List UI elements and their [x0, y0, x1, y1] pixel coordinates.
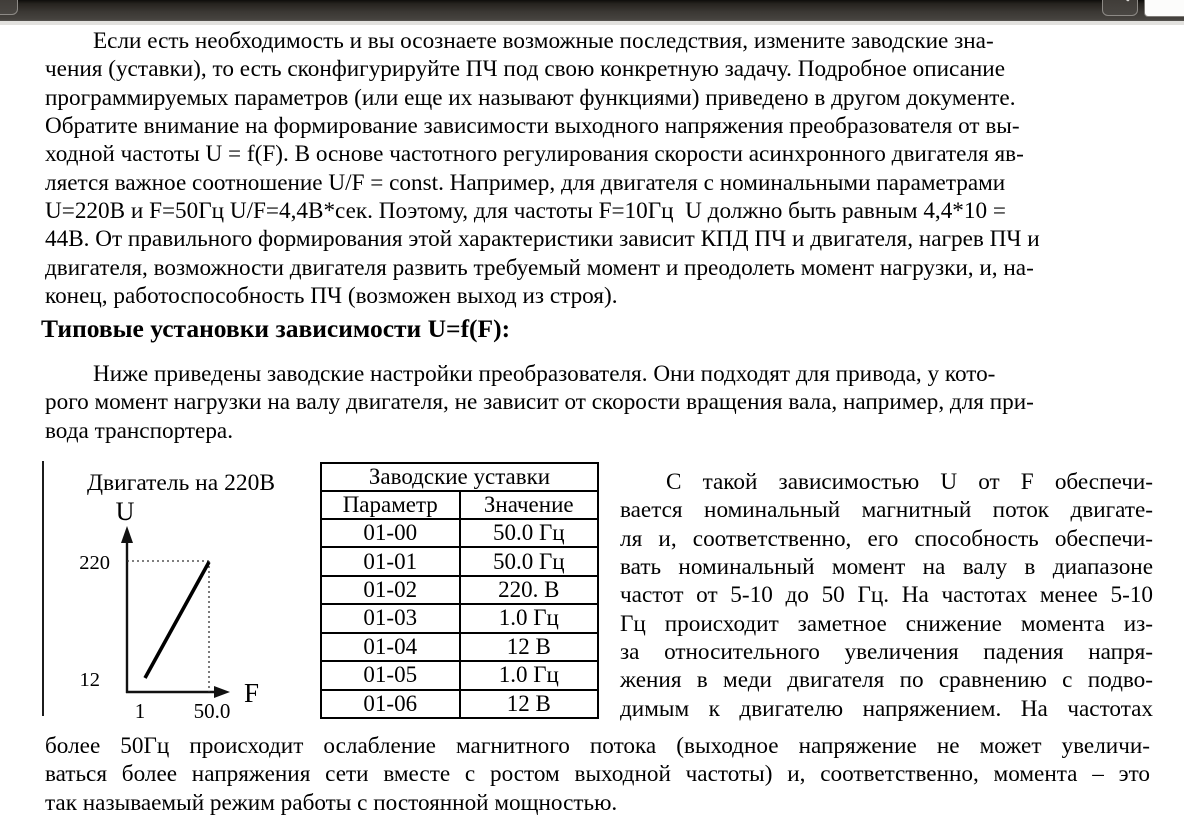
y-axis-label: U: [115, 497, 135, 526]
text-line: U=220В и F=50Гц U/F=4,4В*сек. Поэтому, для частоты F=10Гц U должно быть равным 4,4*10 =: [45, 198, 1006, 225]
y-axis-arrow-icon: [121, 526, 133, 543]
table-cell: 1.0 Гц: [460, 661, 599, 689]
table-cell: 01-06: [321, 690, 460, 718]
uf-characteristic-graph: [40, 450, 320, 735]
table-cell: 01-05: [321, 661, 460, 689]
text-line: чения (уставки), то есть сконфигурируйте ПЧ под свою конкретную задачу. Подробное описание: [45, 56, 1005, 83]
text-line: вать номинальный момент на валу в диапазоне: [620, 554, 1153, 581]
text-line: конец, работоспособность ПЧ (возможен выход из строя).: [45, 283, 618, 310]
text-line: Обратите внимание на формирование зависимости выходного напряжения преобразователя от вы-: [45, 113, 1020, 140]
y-tick-220: 220: [79, 552, 110, 574]
text-line: вода транспортера.: [45, 417, 234, 444]
table-title-row: [321, 463, 598, 491]
search-input[interactable]: [1144, 0, 1184, 17]
x-tick-50: 50.0: [193, 699, 231, 723]
x-axis-label: F: [244, 678, 260, 708]
table-header-row: [321, 491, 598, 519]
table-cell: 12 В: [460, 690, 599, 718]
table-body: [321, 519, 598, 718]
x-axis-arrow-icon: [214, 686, 230, 698]
table-row: [321, 604, 598, 632]
text-line: С такой зависимостью U от F обеспечи-: [666, 469, 1153, 495]
table-head: [321, 463, 598, 519]
table-row: [321, 519, 598, 547]
text-line: Если есть необходимость и вы осознаете возможные последствия, измените заводские зна-: [93, 28, 994, 54]
paragraph-2: [45, 360, 1155, 445]
text-line: димым к двигателю напряжением. На частотах: [620, 695, 1153, 722]
text-line: программируемых параметров (или еще их называют функциями) приведено в другом документе.: [45, 84, 1016, 111]
paragraph-3: [45, 732, 1150, 817]
uf-line: [145, 562, 209, 678]
table-cell: 01-00: [321, 519, 460, 547]
col-header-value: Значение: [460, 491, 599, 519]
table-cell: 12 В: [460, 633, 599, 661]
table-cell: 01-04: [321, 633, 460, 661]
x-tick-1: 1: [134, 699, 146, 723]
text-line: ваться более напряжения сети вместе с ростом выходной частоты) и, соответственно, момента – это: [45, 761, 1150, 788]
col-header-parameter: Параметр: [321, 491, 460, 519]
figure-side-text: [620, 468, 1153, 723]
text-line: Ниже приведены заводские настройки преобразователя. Они подходят для привода, у кото-: [93, 361, 996, 387]
search-icon: [1116, 0, 1131, 2]
text-line: более 50Гц происходит ослабление магнитного потока (выходное напряжение не может увеличи-: [45, 733, 1150, 759]
table-row: [321, 690, 598, 718]
toolbar-button-partial[interactable]: [0, 0, 18, 15]
text-line: вается номинальный магнитный поток двигате-: [620, 497, 1153, 524]
text-line: ходной частоты U = f(F). В основе частотного регулирования скорости асинхронного двигателя яв-: [45, 141, 1024, 168]
graph-title: Двигатель на 220В: [87, 470, 275, 496]
table-cell: 1.0 Гц: [460, 604, 599, 632]
table-title: Заводские уставки: [321, 463, 598, 491]
text-line: рого момент нагрузки на валу двигателя, не зависит от скорости вращения вала, например, для при-: [45, 389, 1034, 416]
text-line: жения в меди двигателя по сравнению с подво-: [620, 667, 1153, 694]
paragraph-1: [45, 27, 1155, 310]
table-row: [321, 633, 598, 661]
table-row: [321, 576, 598, 604]
text-line: ляется важное соотношение U/F = const. Например, для двигателя с номинальными параметрами: [45, 169, 1006, 196]
section-heading: Типовые установки зависимости U=f(F):: [41, 314, 511, 343]
text-line: частот от 5-10 до 50 Гц. На частотах менее 5-10: [620, 582, 1153, 609]
text-line: двигателя, возможности двигателя развить требуемый момент и преодолеть момент нагрузки, и, на-: [45, 254, 1034, 281]
table-cell: 01-02: [321, 576, 460, 604]
text-line: 44В. От правильного формирования этой характеристики зависит КПД ПЧ и двигателя, нагрев ПЧ и: [45, 226, 1040, 253]
app-toolbar: [0, 0, 1184, 25]
table-row: [321, 661, 598, 689]
factory-settings-table: [320, 462, 599, 719]
text-line: за относительного увеличения падения напря-: [620, 639, 1153, 666]
table-cell: 50.0 Гц: [460, 547, 599, 575]
text-line: Гц происходит заметное снижение момента из-: [620, 610, 1153, 637]
table-cell: 220. В: [460, 576, 599, 604]
text-line: ля и, соответственно, его способность обеспечи-: [620, 525, 1153, 552]
table-cell: 50.0 Гц: [460, 519, 599, 547]
text-line: так называемый режим работы с постоянной мощностью.: [45, 789, 618, 816]
y-tick-12: 12: [79, 669, 100, 691]
table-cell: 01-03: [321, 604, 460, 632]
search-button[interactable]: [1102, 0, 1138, 16]
table-cell: 01-01: [321, 547, 460, 575]
table-row: [321, 547, 598, 575]
